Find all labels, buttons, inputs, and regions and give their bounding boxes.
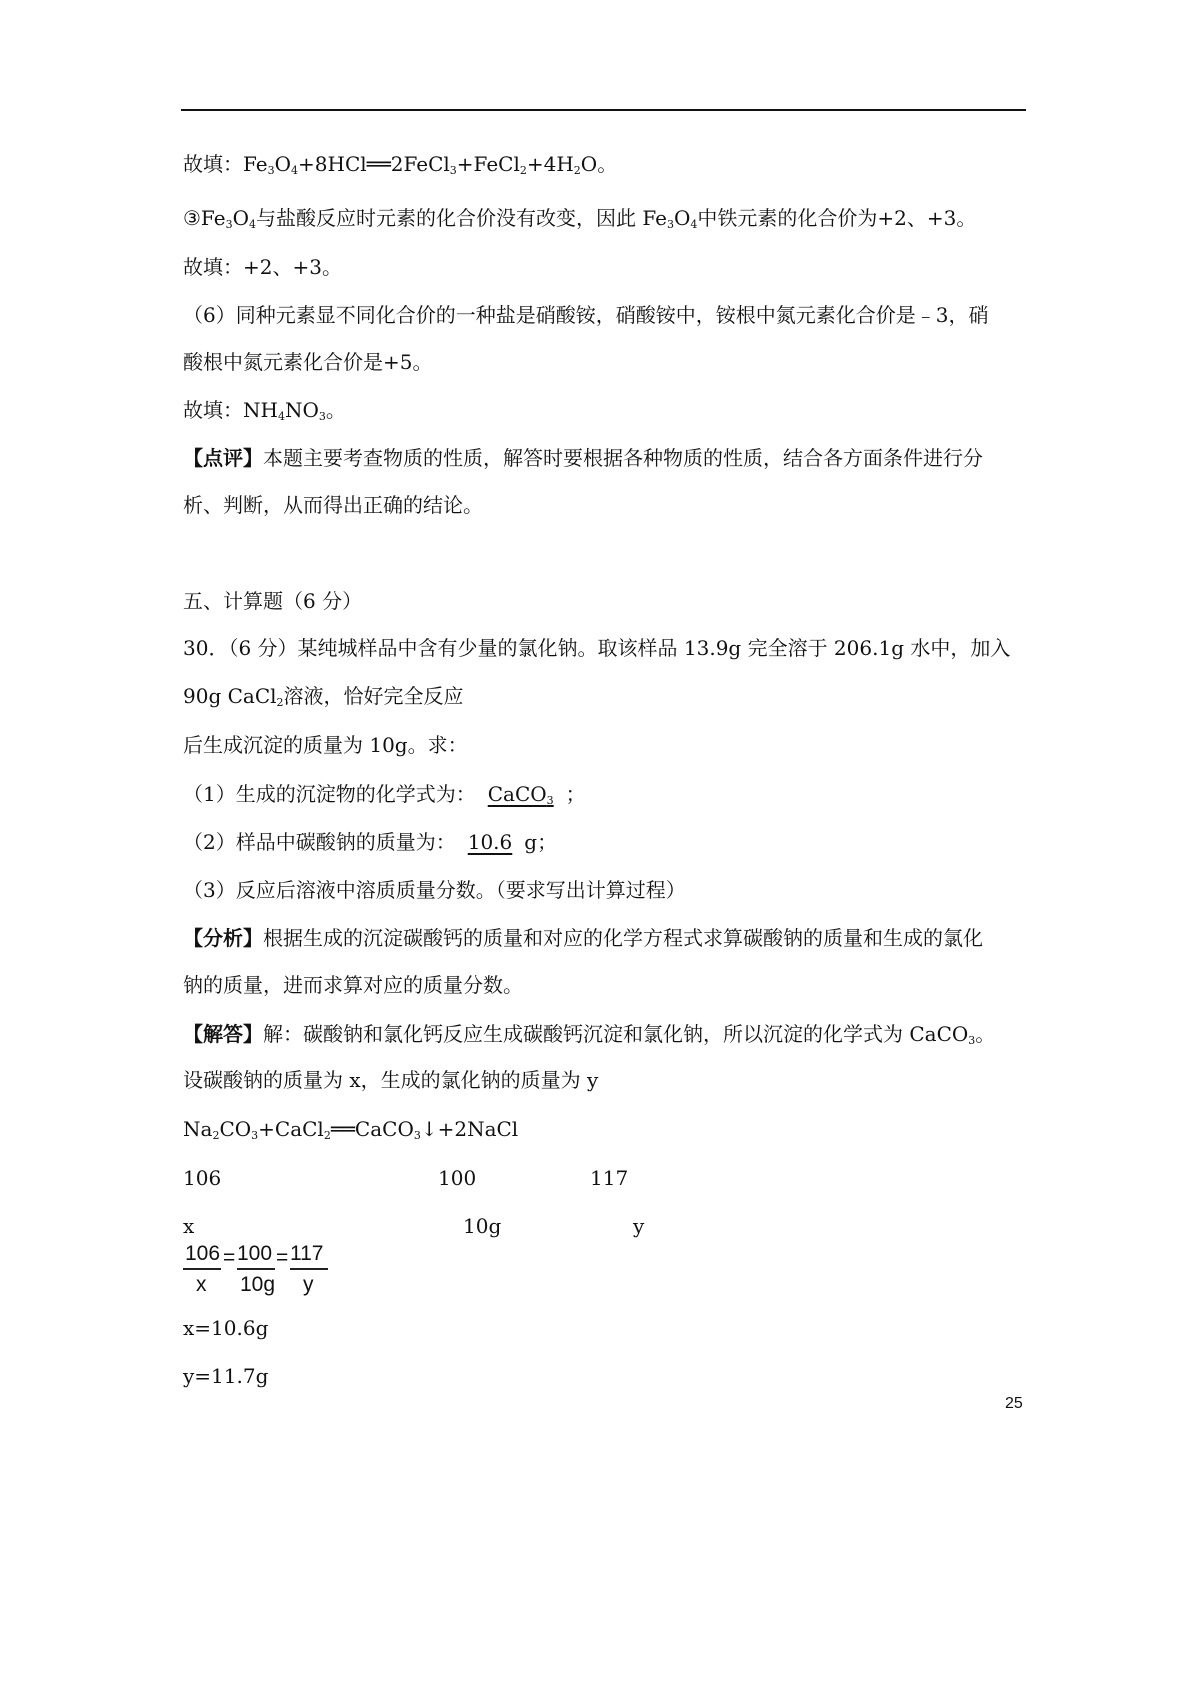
proportion-fraction [183, 1240, 338, 1298]
answer-blank-1: CaCO$_3$ [487, 782, 554, 807]
fraction-numerator-1: 106 [185, 1242, 221, 1265]
question-30-part-2: （2）样品中碳酸钠的质量为： 10.6 g； [183, 830, 558, 854]
answer-line-fe3o4-equation: 故填：$Fe_3O_4+8HCl══2FeCl_3+FeCl_2+4H_2O$。 [183, 152, 618, 177]
question-30-line-c: 后生成沉淀的质量为 10g。求： [183, 733, 468, 757]
question-30-part-3: （3）反应后溶液中溶质质量分数。（要求写出计算过程） [183, 878, 686, 902]
solution-line-a: 【解答】解：碳酸钠和氯化钙反应生成碳酸钙沉淀和氯化钠，所以沉淀的化学式为 CaCO$_3$。 [183, 1022, 996, 1047]
comment-line-b: 析、判断，从而得出正确的结论。 [183, 493, 483, 517]
comment-line-a: 【点评】本题主要考查物质的性质，解答时要根据各种物质的性质，结合各方面条件进行分 [183, 446, 983, 470]
fraction-denominator-3: y [303, 1273, 314, 1296]
fraction-bar-3 [290, 1268, 328, 1270]
question-30-line-a: 30．（6 分）某纯城样品中含有少量的氯化钠。取该样品 13.9g 完全溶于 206.1g 水中，加入 [183, 636, 1011, 660]
question-30-part-1: （1）生成的沉淀物的化学式为： CaCO$_3$ ； [183, 782, 586, 807]
result-x: x=10.6g [183, 1316, 269, 1340]
answer-line-valence: 故填：+2、+3。 [183, 255, 342, 279]
paragraph-line-6a: （6）同种元素显不同化合价的一种盐是硝酸铵，硝酸铵中，铵根中氮元素化合价是﹣3，硝 [183, 303, 989, 327]
fraction-equals-1: = [223, 1246, 236, 1269]
fraction-denominator-2: 10g [240, 1273, 276, 1296]
answer-blank-2: 10.6 [467, 830, 513, 854]
header-rule [181, 109, 1026, 111]
analysis-line-a: 【分析】根据生成的沉淀碳酸钙的质量和对应的化学方程式求算碳酸钠的质量和生成的氯化 [183, 926, 983, 950]
fraction-bar-2 [237, 1268, 275, 1270]
fraction-numerator-3: 117 [290, 1242, 324, 1265]
fraction-numerator-2: 100 [237, 1242, 273, 1265]
known-10g: 10g [463, 1214, 502, 1238]
fraction-denominator-1: x [196, 1273, 207, 1296]
analysis-tag: 【分析】 [183, 926, 263, 950]
unknown-y: y [633, 1214, 645, 1238]
solution-tag: 【解答】 [183, 1022, 263, 1046]
page-number: 25 [1005, 1395, 1023, 1412]
chemical-equation: $Na_2CO_3+CaCl_2══CaCO_3↓+2NaCl$ [183, 1117, 519, 1142]
molar-mass-106: 106 [183, 1166, 222, 1190]
explanation-line-valence: $③Fe_3O_4$与盐酸反应时元素的化合价没有改变，因此 $Fe_3O_4$中铁元素的化合价为+2、+3。 [183, 206, 977, 231]
molar-mass-117: 117 [590, 1166, 629, 1190]
question-30-line-b: 90g CaCl$_2$溶液，恰好完全反应 [183, 684, 464, 709]
comment-tag: 【点评】 [183, 446, 263, 470]
fraction-bar-1 [183, 1268, 221, 1270]
unknown-x: x [183, 1214, 195, 1238]
paragraph-line-6b: 酸根中氮元素化合价是+5。 [183, 350, 433, 374]
result-y: y=11.7g [183, 1364, 269, 1388]
answer-line-nh4no3: 故填：$NH_4NO_3$。 [183, 398, 346, 423]
fraction-equals-2: = [276, 1246, 289, 1269]
molar-mass-100: 100 [438, 1166, 477, 1190]
analysis-line-b: 钠的质量，进而求算对应的质量分数。 [183, 973, 523, 997]
section-heading: 五、计算题（6 分） [183, 589, 363, 613]
solution-line-b: 设碳酸钠的质量为 x，生成的氯化钠的质量为 y [183, 1068, 599, 1092]
